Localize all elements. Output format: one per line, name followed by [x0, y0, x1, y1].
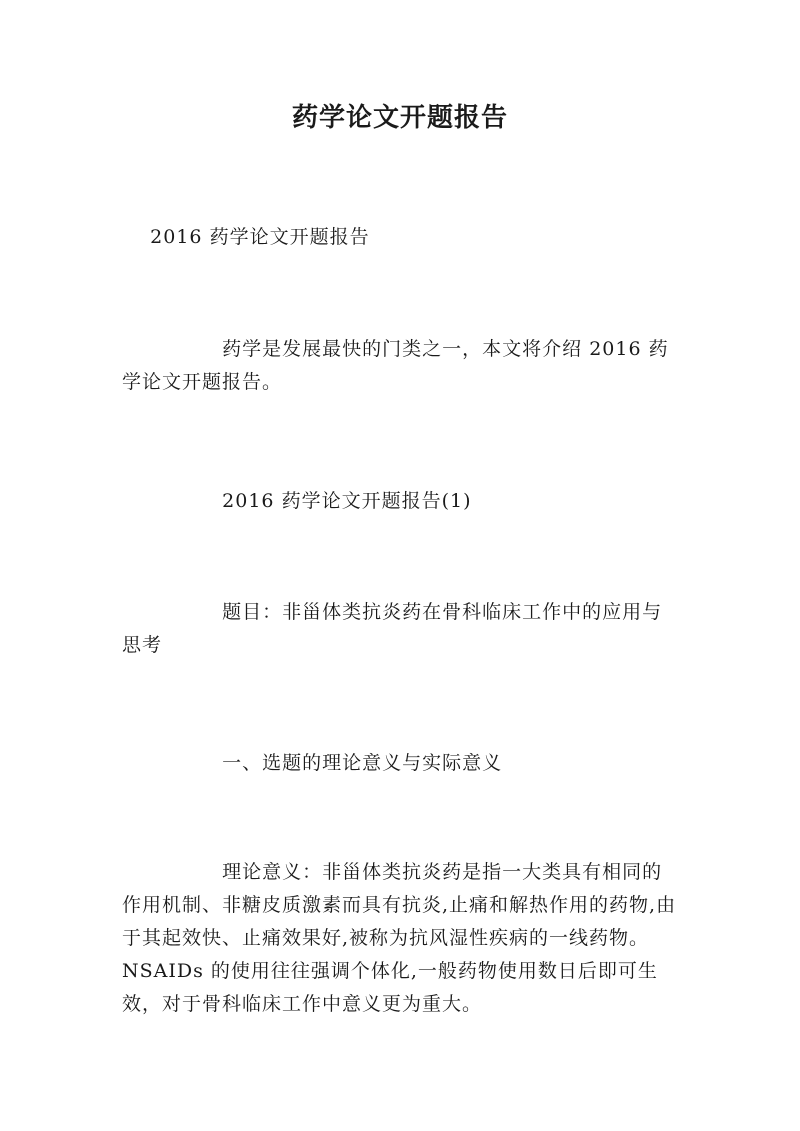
paragraph-section-heading: [122, 452, 682, 551]
paragraph-intro: [122, 300, 682, 432]
paragraph-topic: [122, 563, 682, 695]
paragraph-text: 题目：非甾体类抗炎药在骨科临床工作中的应用与思考: [122, 601, 663, 656]
paragraph-text: 一、选题的理论意义与实际意义: [222, 752, 503, 774]
paragraph-subtitle: [122, 188, 682, 287]
paragraph-text: 2016 药学论文开题报告(1): [222, 490, 472, 512]
document-title: 药学论文开题报告: [291, 103, 508, 133]
paragraph-text: 2016 药学论文开题报告: [150, 226, 370, 248]
paragraph-theory: [122, 823, 682, 1054]
paragraph-text: 理论意义：非甾体类抗炎药是指一大类具有相同的作用机制、非糖皮质激素而具有抗炎,止痛和解热作用的药物,由于其起效快、止痛效果好,被称为抗风湿性疾病的一线药物。NSAIDs 的使用往往强调个体化,一般药物使用数日后即可生效，对于骨科临床工作中意义更为重大。: [122, 861, 677, 1015]
paragraph-text: 药学是发展最快的门类之一，本文将介绍 2016 药学论文开题报告。: [122, 338, 669, 393]
paragraph-heading-significance: [122, 714, 682, 813]
